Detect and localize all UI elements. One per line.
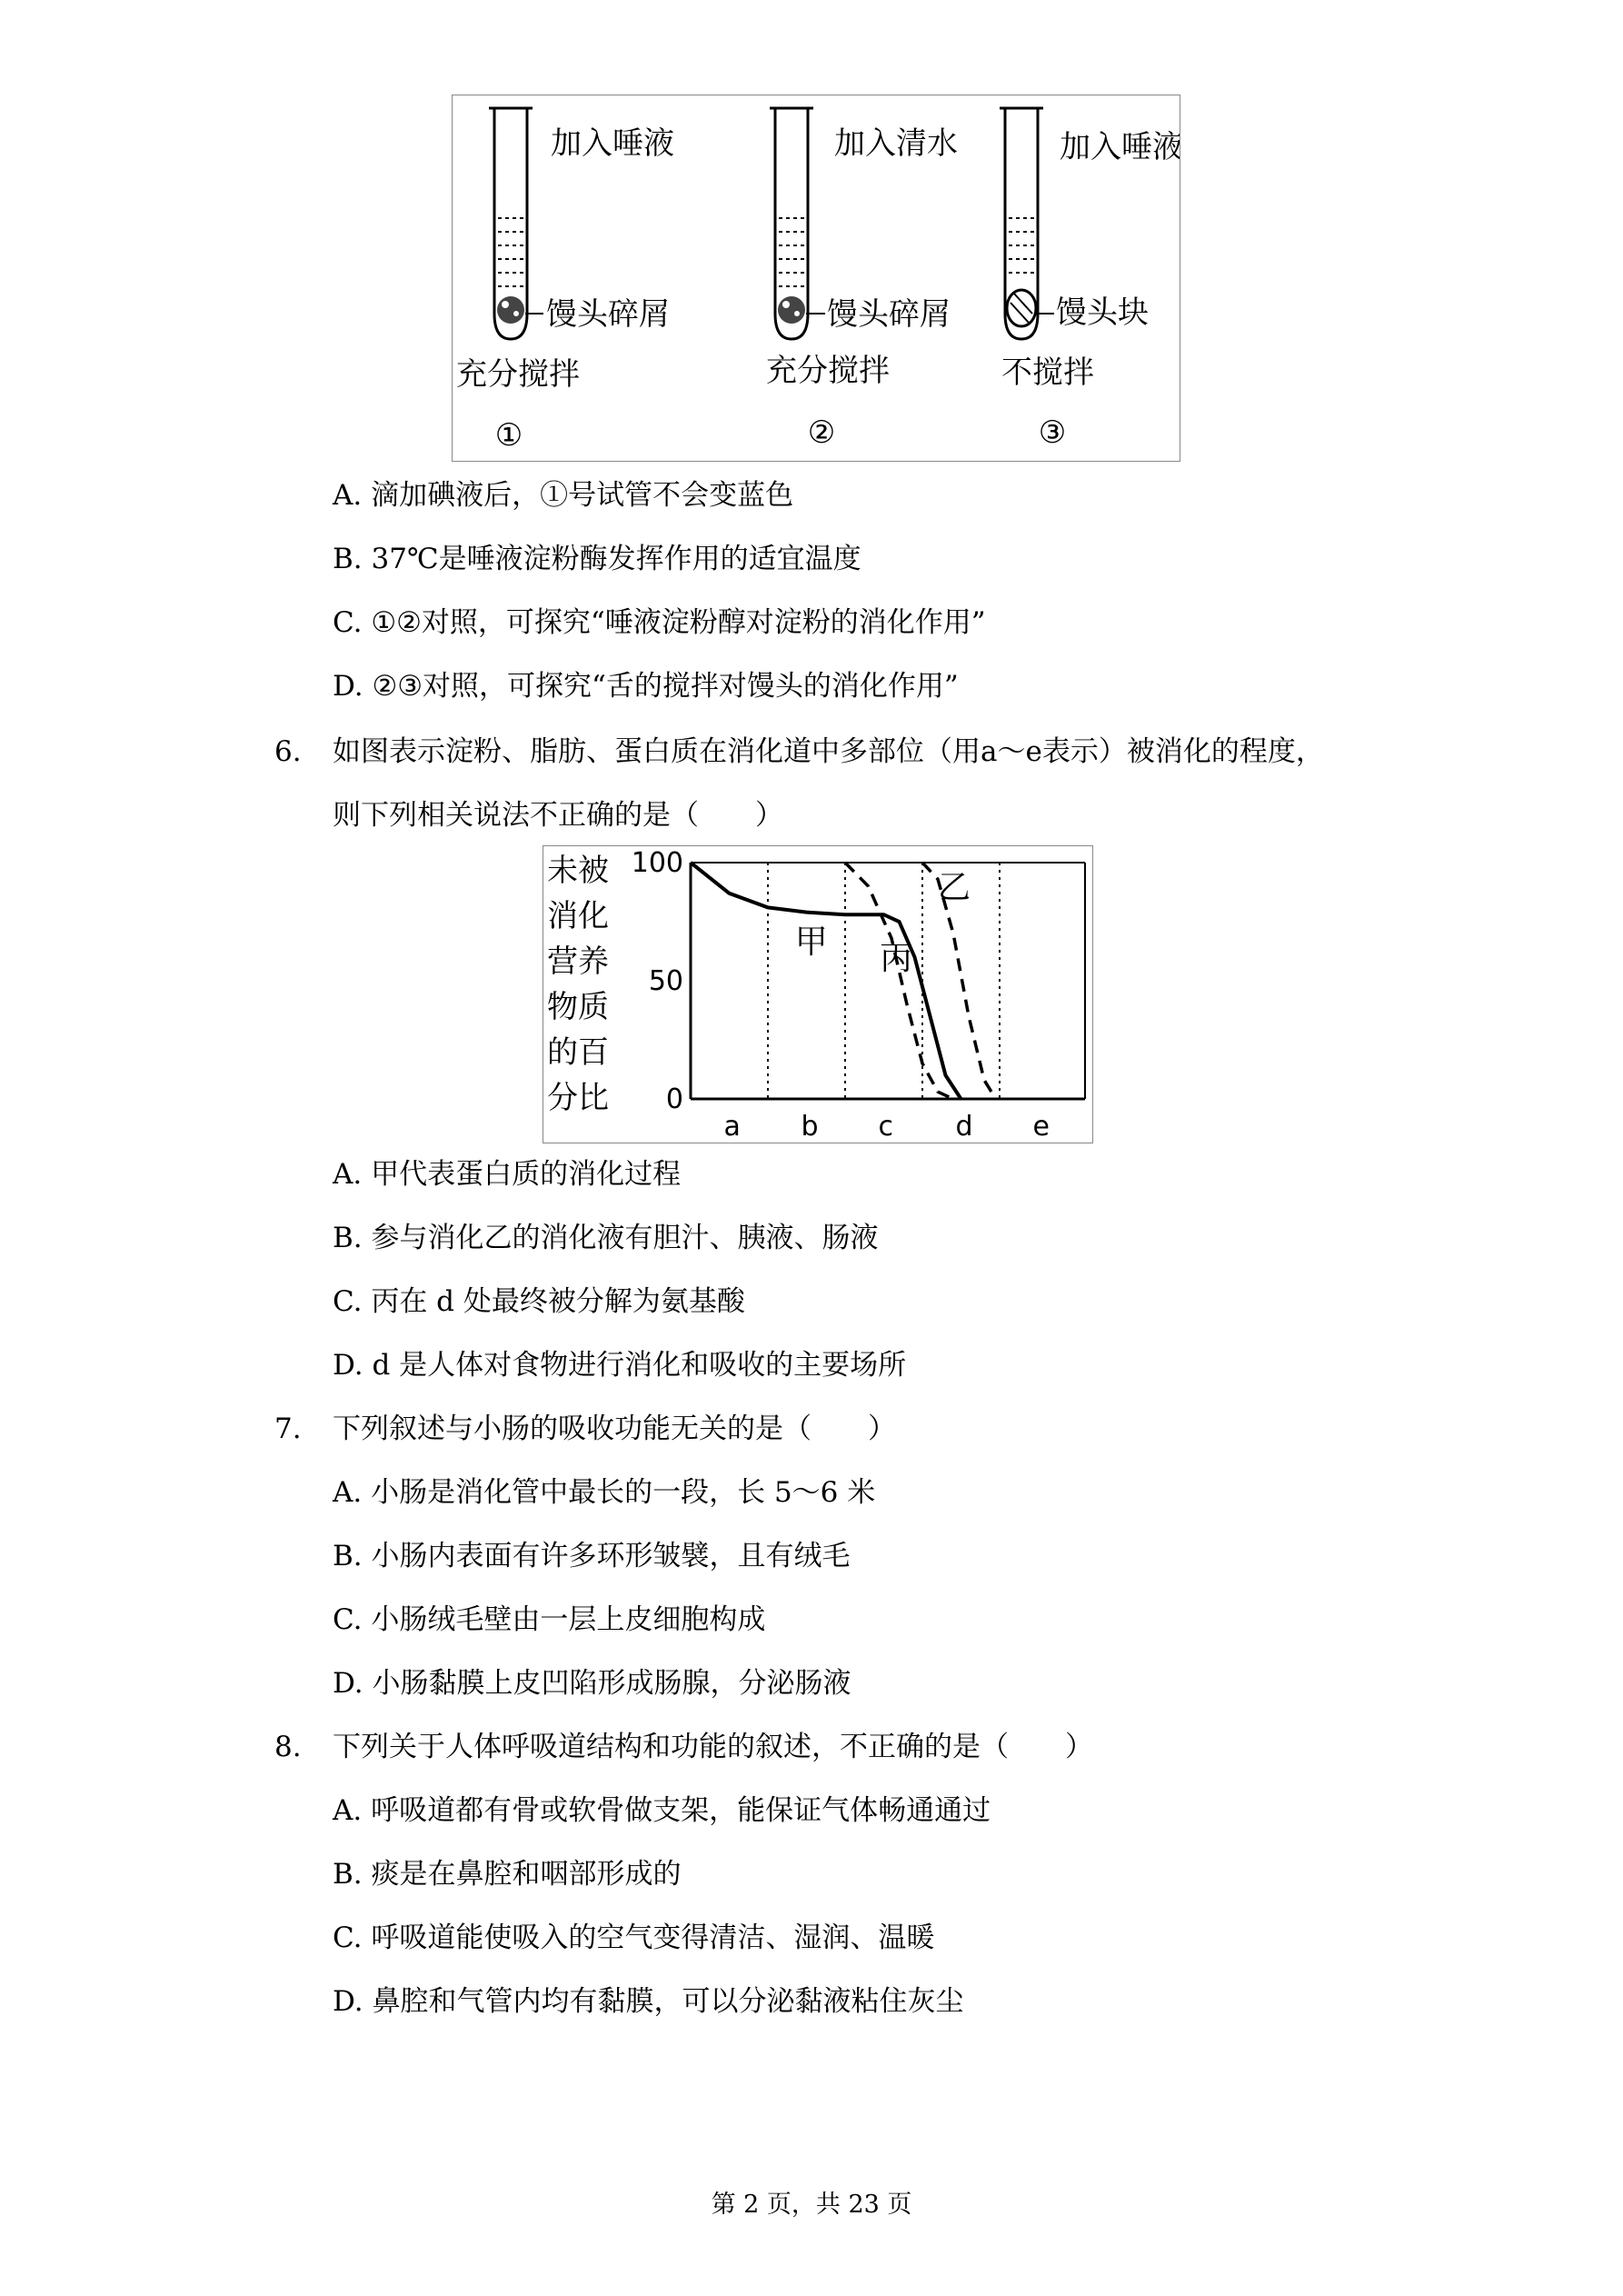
option-letter: B.: [333, 1540, 363, 1572]
option-text: ②③对照，可探究“舌的搅拌对馒头的消化作用”: [372, 670, 959, 703]
q8-option-d: [333, 1983, 963, 2020]
series-label: 甲: [794, 923, 828, 961]
option-letter: B.: [333, 543, 363, 575]
option-letter: A.: [333, 479, 363, 512]
test-tube-diagram: [453, 95, 1180, 461]
test-tube-1: [489, 108, 543, 339]
tube1-number: ①: [494, 417, 523, 454]
x-tick-label: c: [878, 1111, 893, 1143]
option-letter: B.: [333, 1858, 363, 1891]
option-text: d 是人体对食物进行消化和吸收的主要场所: [372, 1349, 907, 1382]
q8-option-c: [333, 1920, 934, 1956]
test-tube-3: [1000, 108, 1054, 339]
option-letter: C.: [333, 1285, 363, 1318]
y-tick-label: 0: [665, 1083, 683, 1115]
test-tube-figure: [452, 95, 1180, 462]
tube2-label-bottom: 充分搅拌: [766, 353, 890, 389]
option-letter: C.: [333, 606, 363, 639]
y-label-line: 的百: [547, 1034, 609, 1071]
q7-stem: 下列叙述与小肠的吸收功能无关的是（ ）: [333, 1413, 896, 1445]
q7-option-b: [333, 1538, 851, 1574]
test-tube-2: [770, 108, 825, 339]
tube3-label-top: 加入唾液: [1060, 129, 1180, 165]
digestion-chart-svg: [543, 846, 1092, 1143]
q7-number: 7.: [274, 1413, 302, 1445]
q6-option-d: [333, 1347, 906, 1383]
option-text: 小肠内表面有许多环形皱襞，且有绒毛: [371, 1540, 851, 1572]
option-letter: B.: [333, 1222, 363, 1254]
option-text: 参与消化乙的消化液有胆汁、胰液、肠液: [371, 1222, 879, 1254]
tube3-number: ③: [1038, 414, 1067, 451]
q5-option-d: [333, 668, 959, 704]
option-letter: C.: [333, 1603, 363, 1636]
option-letter: A.: [333, 1476, 363, 1509]
option-text: ①②对照，可探究“唾液淀粉醇对淀粉的消化作用”: [371, 606, 986, 639]
option-text: 甲代表蛋白质的消化过程: [371, 1158, 682, 1191]
option-text: 37℃是唾液淀粉酶发挥作用的适宜温度: [371, 543, 861, 575]
option-text: 小肠绒毛壁由一层上皮细胞构成: [371, 1603, 766, 1636]
q8-stem: 下列关于人体呼吸道结构和功能的叙述，不正确的是（ ）: [333, 1731, 1093, 1763]
option-text: 呼吸道都有骨或软骨做支架，能保证气体畅通通过: [371, 1794, 991, 1827]
y-axis-label: [547, 853, 609, 1116]
tube3-label-side: 馒头块: [1056, 294, 1149, 331]
option-letter: D.: [333, 1667, 363, 1700]
q7-option-d: [333, 1665, 851, 1702]
x-tick-label: d: [955, 1111, 973, 1143]
tube2-label-side: 馒头碎屑: [827, 296, 951, 333]
option-text: 小肠是消化管中最长的一段，长 5～6 米: [371, 1476, 876, 1509]
x-axis-ticks: [724, 1111, 1050, 1143]
tube2-number: ②: [807, 414, 836, 451]
q6-option-c: [333, 1283, 745, 1320]
tube1-label-side: 馒头碎屑: [546, 296, 670, 333]
tube1-label-top: 加入唾液: [551, 125, 674, 162]
x-tick-label: a: [723, 1111, 741, 1143]
q7-option-a: [333, 1474, 875, 1511]
q8-option-a: [333, 1792, 991, 1829]
y-axis-ticks: [632, 847, 683, 1115]
tube3-label-bottom: 不搅拌: [1001, 354, 1094, 391]
y-label-line: 物质: [547, 989, 609, 1025]
option-text: 滴加碘液后，①号试管不会变蓝色: [371, 479, 794, 512]
option-letter: C.: [333, 1922, 363, 1954]
series-label: 丙: [880, 940, 913, 977]
q6-stem-line1: 如图表示淀粉、脂肪、蛋白质在消化道中多部位（用a～e表示）被消化的程度，: [333, 735, 1324, 768]
option-text: 小肠黏膜上皮凹陷形成肠腺，分泌肠液: [372, 1667, 851, 1700]
x-tick-label: b: [801, 1111, 819, 1143]
y-tick-label: 100: [631, 847, 683, 879]
tube2-label-top: 加入清水: [834, 125, 958, 162]
y-label-line: 消化: [547, 898, 609, 934]
tube1-label-bottom: 充分搅拌: [456, 356, 580, 393]
q7-option-c: [333, 1602, 765, 1638]
series-line-1: [691, 863, 961, 1099]
y-label-line: 分比: [547, 1080, 609, 1116]
q6-stem-line2: 则下列相关说法不正确的是（ ）: [333, 799, 783, 832]
q5-option-b: [333, 541, 861, 577]
y-label-line: 未被: [547, 853, 609, 889]
q6-option-a: [333, 1156, 681, 1193]
option-letter: A.: [333, 1794, 363, 1827]
series-labels: [795, 869, 971, 977]
q8-number: 8.: [274, 1731, 302, 1763]
x-tick-label: e: [1032, 1111, 1050, 1143]
option-text: 丙在 d 处最终被分解为氨基酸: [371, 1285, 745, 1318]
q5-option-c: [333, 604, 986, 641]
option-text: 痰是在鼻腔和咽部形成的: [371, 1858, 682, 1891]
option-letter: D.: [333, 1985, 363, 2018]
option-letter: A.: [333, 1158, 363, 1191]
option-letter: D.: [333, 1349, 363, 1382]
y-tick-label: 50: [648, 965, 683, 997]
q5-option-a: [333, 477, 793, 514]
option-letter: D.: [333, 670, 363, 703]
option-text: 鼻腔和气管内均有黏膜，可以分泌黏液粘住灰尘: [372, 1985, 964, 2018]
q6-number: 6.: [274, 735, 302, 768]
digestion-chart: [543, 845, 1093, 1143]
option-text: 呼吸道能使吸入的空气变得清洁、湿润、温暖: [371, 1922, 935, 1954]
series-label: 乙: [938, 869, 971, 906]
page-footer: 第 2 页，共 23 页: [711, 2191, 912, 2219]
q6-option-b: [333, 1220, 879, 1256]
y-label-line: 营养: [547, 943, 609, 980]
q8-option-b: [333, 1856, 682, 1892]
